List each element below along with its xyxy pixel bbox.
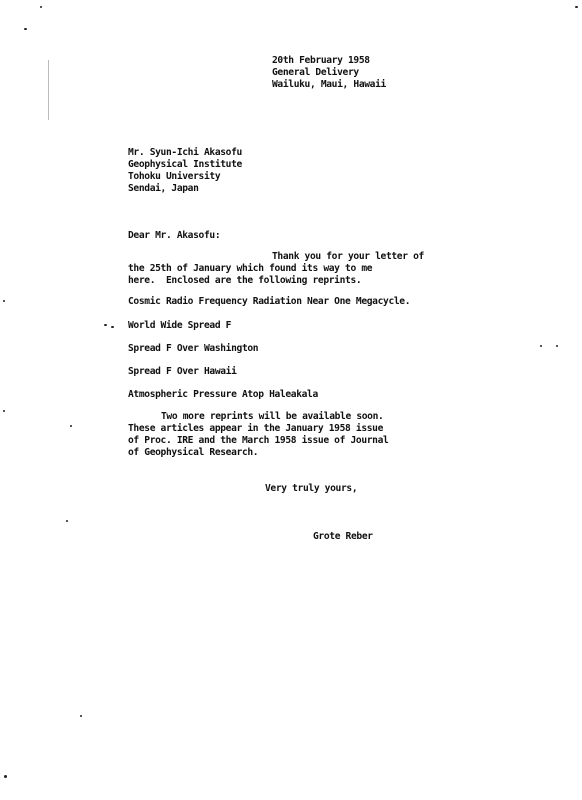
scan-speck [66,520,68,522]
reprint-title: Cosmic Radio Frequency Radiation Near One Megacycle. [128,296,411,307]
scan-speck [40,6,42,8]
reprint-title: World Wide Spread F [128,320,232,331]
body-line: These articles appear in the January 1958 issue [128,423,384,434]
closing: Very truly yours, [265,483,358,494]
recipient-address-line: Geophysical Institute [128,159,242,170]
reprint-title: Atmospheric Pressure Atop Haleakala [128,389,318,400]
scan-edge-mark [48,60,49,120]
scan-speck [24,28,27,30]
reprint-title: Spread F Over Hawaii [128,366,237,377]
date-line: 20th February 1958 [272,55,370,66]
scan-speck [3,410,5,412]
body-line: the 25th of January which found its way to me [128,263,373,274]
body-line: Thank you for your letter of [272,251,424,262]
salutation: Dear Mr. Akasofu: [128,230,221,241]
sender-address-line: General Delivery [272,67,359,78]
recipient-address-line: Mr. Syun-Ichi Akasofu [128,147,242,158]
scan-speck [575,6,578,8]
scan-speck [4,775,7,778]
body-line: of Geophysical Research. [128,447,259,458]
body-line: Two more reprints will be available soon. [161,411,384,422]
body-line: of Proc. IRE and the March 1958 issue of Journal [128,435,389,446]
scan-speck [70,425,72,427]
scan-speck [104,324,107,326]
sender-address-line: Wailuku, Maui, Hawaii [272,79,386,90]
recipient-address-line: Sendai, Japan [128,183,199,194]
signature-name: Grote Reber [313,531,373,542]
recipient-address-line: Tohoku University [128,171,221,182]
scan-speck [3,300,5,302]
body-line: here. Enclosed are the following reprints. [128,275,362,286]
scan-speck [80,715,82,717]
scan-speck [111,326,114,328]
scan-speck [556,345,558,347]
scan-speck [540,345,542,347]
reprint-title: Spread F Over Washington [128,343,259,354]
